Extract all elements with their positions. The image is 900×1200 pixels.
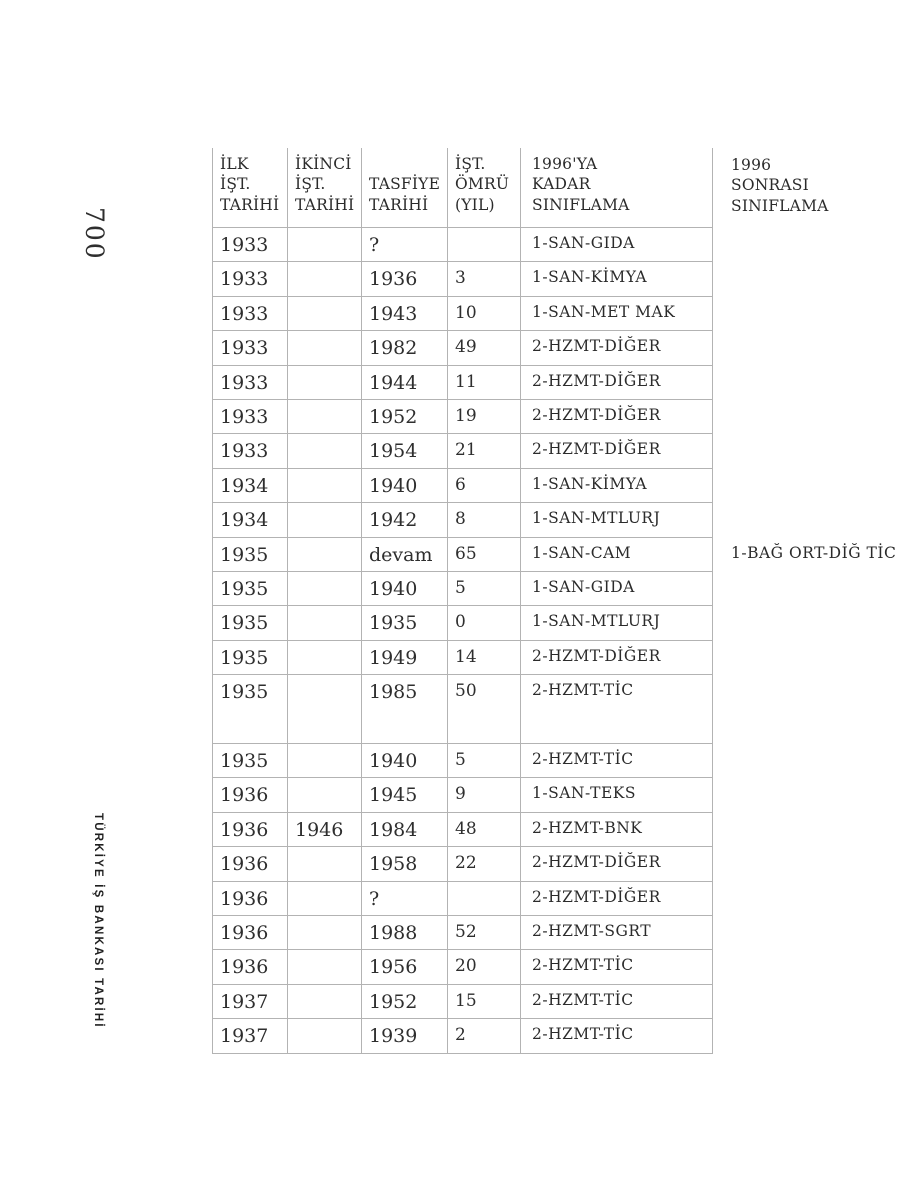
table-row — [212, 950, 900, 984]
table-cell: 5 — [448, 572, 521, 606]
header-line: SINIFLAMA — [731, 196, 829, 215]
header-line: 1996 — [731, 155, 772, 174]
page-number: 700 — [80, 207, 109, 261]
header-cell-5 — [713, 148, 900, 228]
table-row — [212, 538, 900, 572]
table-row — [212, 366, 900, 400]
table-cell — [288, 572, 362, 606]
table-cell: 0 — [448, 606, 521, 640]
header-line: SONRASI — [731, 176, 809, 194]
table-cell — [288, 916, 362, 950]
table-row — [212, 400, 900, 434]
table-row — [212, 985, 900, 1019]
table-cell: 1935 — [212, 572, 288, 606]
table-cell: 2-HZMT-DİĞER — [521, 641, 713, 675]
table-cell: 52 — [448, 916, 521, 950]
header-line: TARİHİ — [369, 195, 429, 214]
header-cell-1 — [288, 148, 362, 228]
table-row — [212, 778, 900, 812]
table-cell: 1935 — [362, 606, 448, 640]
table-cell: 1933 — [212, 366, 288, 400]
table-cell: 48 — [448, 813, 521, 847]
header-line: TARİHİ — [295, 195, 355, 214]
table-row — [212, 262, 900, 296]
table-row — [212, 331, 900, 365]
table-cell — [713, 916, 900, 950]
table-cell: 1984 — [362, 813, 448, 847]
table-cell: 1933 — [212, 331, 288, 365]
table-cell: 21 — [448, 434, 521, 468]
table-cell: 2-HZMT-DİĞER — [521, 434, 713, 468]
table-row — [212, 847, 900, 881]
table-cell — [288, 778, 362, 812]
table-cell — [713, 813, 900, 847]
table-row — [212, 469, 900, 503]
table-cell: 1-SAN-KİMYA — [521, 469, 713, 503]
table-cell: 14 — [448, 641, 521, 675]
table-cell: 1936 — [212, 813, 288, 847]
header-cell-0 — [212, 148, 288, 228]
table-cell: 1-BAĞ ORT-DİĞ TİC — [731, 543, 897, 562]
table-cell — [713, 228, 900, 262]
table-cell: 1952 — [362, 985, 448, 1019]
table-cell: 1939 — [362, 1019, 448, 1053]
header-line: SINIFLAMA — [532, 195, 630, 214]
table-cell: 2-HZMT-DİĞER — [521, 400, 713, 434]
table-cell: 2-HZMT-DİĞER — [521, 882, 713, 916]
table-cell — [713, 606, 900, 640]
header-line: İŞT. — [295, 175, 326, 193]
table-row — [212, 1019, 900, 1053]
header-line: KADAR — [532, 175, 591, 193]
table-cell: 2-HZMT-DİĞER — [521, 847, 713, 881]
table-cell — [713, 882, 900, 916]
table-cell: 1933 — [212, 400, 288, 434]
header-line: İŞT. — [455, 154, 486, 173]
table-cell — [288, 675, 362, 744]
table-cell: 1-SAN-MTLURJ — [521, 606, 713, 640]
table-cell: 1985 — [362, 675, 448, 744]
table-cell — [713, 331, 900, 365]
table-cell — [288, 641, 362, 675]
table-cell — [288, 262, 362, 296]
table-cell: 50 — [448, 675, 521, 744]
table-cell: 1954 — [362, 434, 448, 468]
table-cell: 1940 — [362, 469, 448, 503]
table-cell — [288, 297, 362, 331]
table-cell: 1936 — [212, 778, 288, 812]
table-cell: 1936 — [212, 847, 288, 881]
header-cell-3 — [448, 148, 521, 228]
table-cell — [713, 950, 900, 984]
table-cell — [713, 985, 900, 1019]
table-cell — [713, 847, 900, 881]
table-cell: 1940 — [362, 744, 448, 778]
table-cell — [288, 1019, 362, 1053]
table-cell — [713, 744, 900, 778]
table-cell: 1936 — [212, 882, 288, 916]
table-cell: 1942 — [362, 503, 448, 537]
table-cell — [713, 503, 900, 537]
table-cell: 8 — [448, 503, 521, 537]
table-cell: 2-HZMT-TİC — [521, 950, 713, 984]
table-row — [212, 297, 900, 331]
table-cell: 2-HZMT-TİC — [521, 1019, 713, 1053]
table-row — [212, 813, 900, 847]
table-row — [212, 675, 900, 744]
table-cell: 22 — [448, 847, 521, 881]
table-cell — [288, 434, 362, 468]
table-cell: 65 — [448, 538, 521, 572]
header-line: (YIL) — [455, 195, 495, 214]
table-cell: 1952 — [362, 400, 448, 434]
table-row — [212, 916, 900, 950]
table-cell: 2 — [448, 1019, 521, 1053]
table-cell: 1943 — [362, 297, 448, 331]
table-cell: 1935 — [212, 744, 288, 778]
table-row — [212, 228, 900, 262]
table-cell: 1934 — [212, 469, 288, 503]
table-cell: 1933 — [212, 297, 288, 331]
table-cell: 2-HZMT-DİĞER — [521, 331, 713, 365]
table-cell: 1937 — [212, 1019, 288, 1053]
header-line: 1996'YA — [532, 154, 598, 173]
table-cell — [448, 882, 521, 916]
table-row — [212, 606, 900, 640]
table-cell — [288, 469, 362, 503]
table-row — [212, 434, 900, 468]
table-cell — [713, 778, 900, 812]
table-cell: 1-SAN-MET MAK — [521, 297, 713, 331]
table-cell: 1935 — [212, 606, 288, 640]
table-cell: 11 — [448, 366, 521, 400]
table-cell: 1-SAN-GIDA — [521, 228, 713, 262]
table-cell: 2-HZMT-TİC — [521, 985, 713, 1019]
table-cell: 6 — [448, 469, 521, 503]
table-cell — [288, 400, 362, 434]
book-title: TÜRKİYE İŞ BANKASI TARİHİ — [92, 813, 104, 1029]
table-cell: 1935 — [212, 641, 288, 675]
table-cell — [288, 503, 362, 537]
table-cell — [713, 434, 900, 468]
table-row — [212, 744, 900, 778]
table-cell — [288, 228, 362, 262]
table-cell: 1-SAN-GIDA — [521, 572, 713, 606]
table-cell — [288, 882, 362, 916]
table-row — [212, 572, 900, 606]
table-row — [212, 503, 900, 537]
table-cell — [288, 366, 362, 400]
table-cell: 1935 — [212, 675, 288, 744]
table-cell: 1956 — [362, 950, 448, 984]
table-cell: 1982 — [362, 331, 448, 365]
header-line: İŞT. — [220, 175, 251, 193]
header-line: İLK — [220, 154, 249, 173]
table-cell: 1933 — [212, 434, 288, 468]
table-cell — [288, 985, 362, 1019]
header-line: ÖMRÜ — [455, 175, 510, 193]
table-cell — [288, 538, 362, 572]
table-cell: 5 — [448, 744, 521, 778]
table-cell: 1958 — [362, 847, 448, 881]
table-cell: devam — [362, 538, 448, 572]
table-cell — [713, 1019, 900, 1053]
table-cell — [713, 400, 900, 434]
table-cell: 1934 — [212, 503, 288, 537]
table-cell — [713, 641, 900, 675]
table-cell: 1-SAN-KİMYA — [521, 262, 713, 296]
table-cell: 1936 — [212, 950, 288, 984]
header-cell-2 — [362, 148, 448, 228]
table-cell: 1-SAN-TEKS — [521, 778, 713, 812]
table-header-row — [212, 148, 900, 228]
table-cell: 1937 — [212, 985, 288, 1019]
table-cell: 1945 — [362, 778, 448, 812]
table-cell: 1944 — [362, 366, 448, 400]
table-cell — [713, 572, 900, 606]
table-cell — [713, 469, 900, 503]
table-row — [212, 641, 900, 675]
table-cell: 1935 — [212, 538, 288, 572]
table-cell — [448, 228, 521, 262]
table-cell: 2-HZMT-TİC — [521, 675, 713, 744]
table-cell: 1936 — [362, 262, 448, 296]
table-cell — [288, 847, 362, 881]
table-cell: 9 — [448, 778, 521, 812]
table-cell: ? — [362, 228, 448, 262]
table-cell: ? — [362, 882, 448, 916]
table-cell: 2-HZMT-SGRT — [521, 916, 713, 950]
table-cell — [288, 950, 362, 984]
header-line: TASFİYE — [369, 175, 441, 193]
table-cell: 15 — [448, 985, 521, 1019]
table-cell: 1949 — [362, 641, 448, 675]
table-cell: 3 — [448, 262, 521, 296]
table-cell — [713, 297, 900, 331]
table-cell: 2-HZMT-TİC — [521, 744, 713, 778]
table-cell: 49 — [448, 331, 521, 365]
table-cell: 1946 — [288, 813, 362, 847]
header-cell-4 — [521, 148, 713, 228]
table-row — [212, 882, 900, 916]
table-cell: 1-SAN-MTLURJ — [521, 503, 713, 537]
table-cell — [288, 744, 362, 778]
header-line: İKİNCİ — [295, 154, 352, 173]
table-cell — [288, 606, 362, 640]
table-cell — [288, 331, 362, 365]
table-cell: 1940 — [362, 572, 448, 606]
table-body — [212, 228, 900, 1054]
table-cell: 2-HZMT-DİĞER — [521, 366, 713, 400]
table-cell: 1-SAN-CAM — [521, 538, 713, 572]
table-cell: 1933 — [212, 262, 288, 296]
participations-table — [212, 148, 900, 1054]
table-cell: 1933 — [212, 228, 288, 262]
table-cell: 19 — [448, 400, 521, 434]
table-cell: 1988 — [362, 916, 448, 950]
header-line: TARİHİ — [220, 195, 280, 214]
table-cell — [713, 262, 900, 296]
table-cell: 20 — [448, 950, 521, 984]
table-cell — [713, 366, 900, 400]
table-cell — [713, 675, 900, 744]
table-cell: 1936 — [212, 916, 288, 950]
table-cell: 10 — [448, 297, 521, 331]
table-cell: 2-HZMT-BNK — [521, 813, 713, 847]
